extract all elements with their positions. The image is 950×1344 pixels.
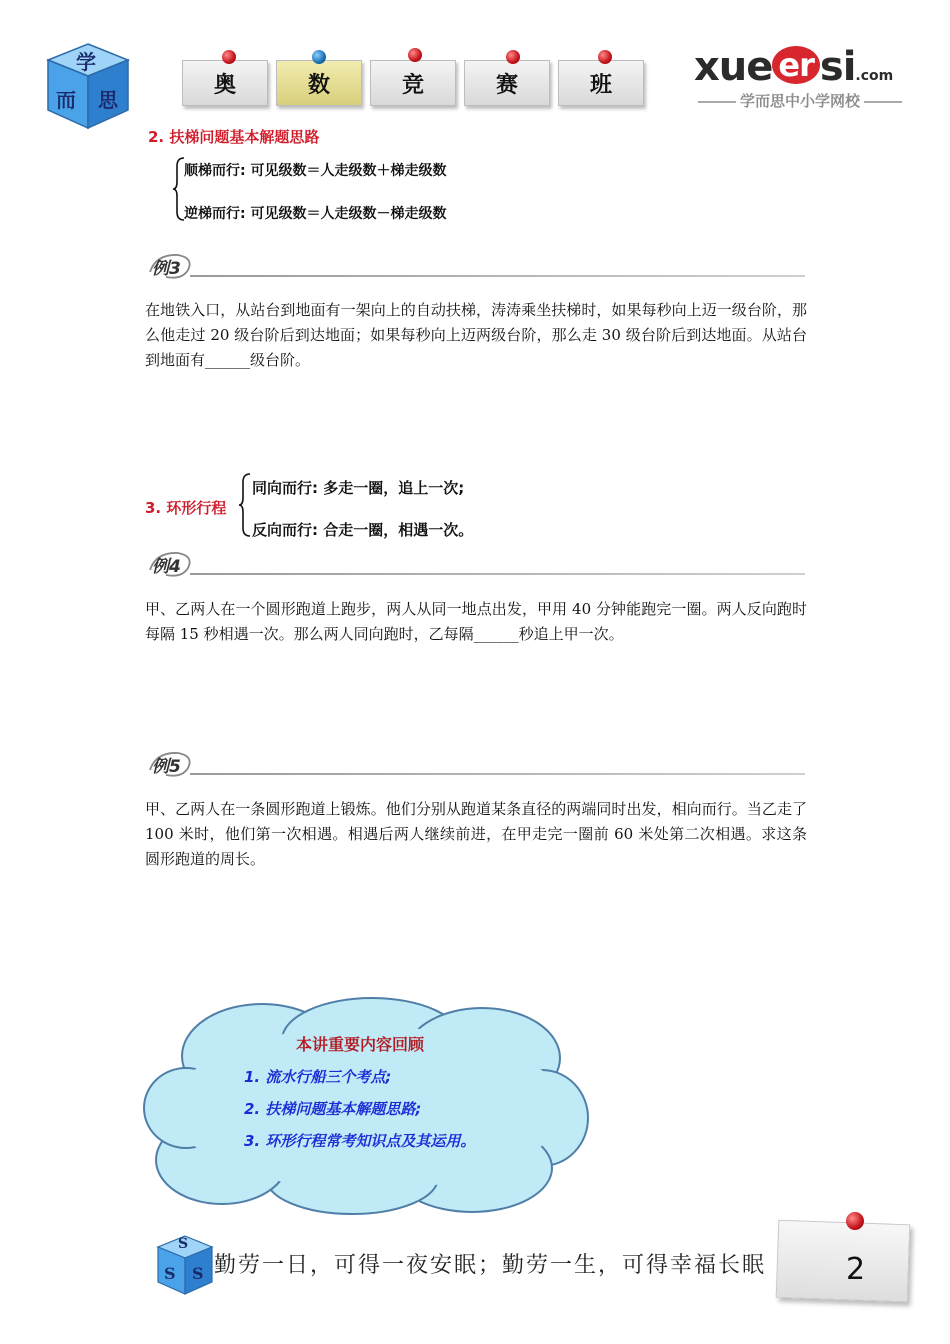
example5-badge	[148, 750, 194, 778]
footer-motto: 勤劳一日，可得一夜安眠；勤劳一生，可得幸福长眠	[214, 1253, 767, 1278]
cube-char-top: 学	[76, 50, 96, 74]
review-item-1: 1. 流水行船三个考点;	[244, 1068, 392, 1086]
section2-rule-backward: 逆梯而行: 可见级数＝人走级数－梯走级数	[184, 206, 447, 222]
review-item-3: 3. 环形行程常考知识点及其运用。	[244, 1132, 476, 1150]
example4-divider	[190, 573, 805, 575]
example3-divider	[190, 275, 805, 277]
tab-shu-label: 数	[307, 72, 330, 98]
example4-label: 例4	[152, 557, 181, 577]
section3-rule-same: 同向而行: 多走一圈，追上一次;	[252, 479, 465, 497]
pushpin-icon	[312, 50, 326, 64]
example4-text: 甲、乙两人在一个圆形跑道上跑步，两人从同一地点出发，甲用 40 分钟能跑完一圈。两人反向跑时每隔 15 秒相遇一次。那么两人同向跑时，乙每隔______秒追上甲一次。	[145, 600, 807, 643]
brace-icon	[238, 472, 252, 538]
example3-text: 在地铁入口，从站台到地面有一架向上的自动扶梯，涛涛乘坐扶梯时，如果每秒向上迈一级台阶，那么他走过 20 级台阶后到达地面；如果每秒向上迈两级台阶，那么走 30 级台阶后到达地面。从站台到地面有______级台阶。	[145, 301, 807, 369]
pushpin-icon	[408, 48, 422, 62]
review-item-2: 2. 扶梯问题基本解题思路;	[244, 1100, 422, 1118]
tab-ao	[182, 60, 268, 106]
page-number-note	[776, 1220, 911, 1303]
pushpin-icon	[846, 1212, 864, 1230]
example5-label: 例5	[152, 757, 181, 777]
example3-badge	[148, 252, 194, 280]
example3-label: 例3	[152, 259, 181, 279]
section3-rule-opposite: 反向而行: 合走一圈，相遇一次。	[252, 521, 474, 539]
footer-cube-char-left: S	[164, 1264, 176, 1283]
tab-ao-label: 奥	[213, 72, 236, 98]
cube-char-right: 思	[98, 88, 118, 112]
page-number: 2	[846, 1252, 866, 1287]
tab-jing-label: 竞	[401, 72, 424, 98]
footer-cube-char-top: S	[178, 1236, 189, 1252]
pushpin-icon	[506, 50, 520, 64]
tab-sai-label: 赛	[495, 72, 518, 98]
tab-ban	[558, 60, 644, 106]
tab-ban-label: 班	[589, 72, 612, 98]
section2-heading: 2. 扶梯问题基本解题思路	[148, 128, 320, 146]
section3-heading: 3. 环形行程	[145, 499, 227, 517]
cube-char-left: 而	[56, 88, 76, 112]
tab-jing	[370, 60, 456, 106]
pushpin-icon	[222, 50, 236, 64]
review-title: 本讲重要内容回顾	[296, 1035, 425, 1054]
logo-dotcom: .com	[855, 68, 894, 84]
logo-subtitle-text: 学而思中小学网校	[739, 92, 860, 110]
xueersi-cube-logo	[44, 40, 132, 132]
logo-suffix: si	[819, 44, 856, 90]
pushpin-icon	[598, 50, 612, 64]
logo-subtitle	[680, 90, 920, 111]
logo-er: er	[772, 46, 819, 84]
tab-shu	[276, 60, 362, 106]
example5-text: 甲、乙两人在一条圆形跑道上锻炼。他们分别从跑道某条直径的两端同时出发，相向而行。当乙走了 100 米时，他们第一次相遇。相遇后两人继续前进，在甲走完一圈前 60 米处第二次相遇。求这条圆形跑道的周长。	[145, 800, 807, 868]
example4-badge	[148, 550, 194, 578]
sss-cube-logo	[156, 1234, 214, 1296]
footer-cube-char-right: S	[192, 1264, 204, 1283]
logo-prefix: xue	[694, 44, 773, 90]
example5-divider	[190, 773, 805, 775]
section2-rule-forward: 顺梯而行: 可见级数＝人走级数＋梯走级数	[184, 163, 447, 179]
xueersi-logo	[694, 44, 893, 90]
tab-sai	[464, 60, 550, 106]
